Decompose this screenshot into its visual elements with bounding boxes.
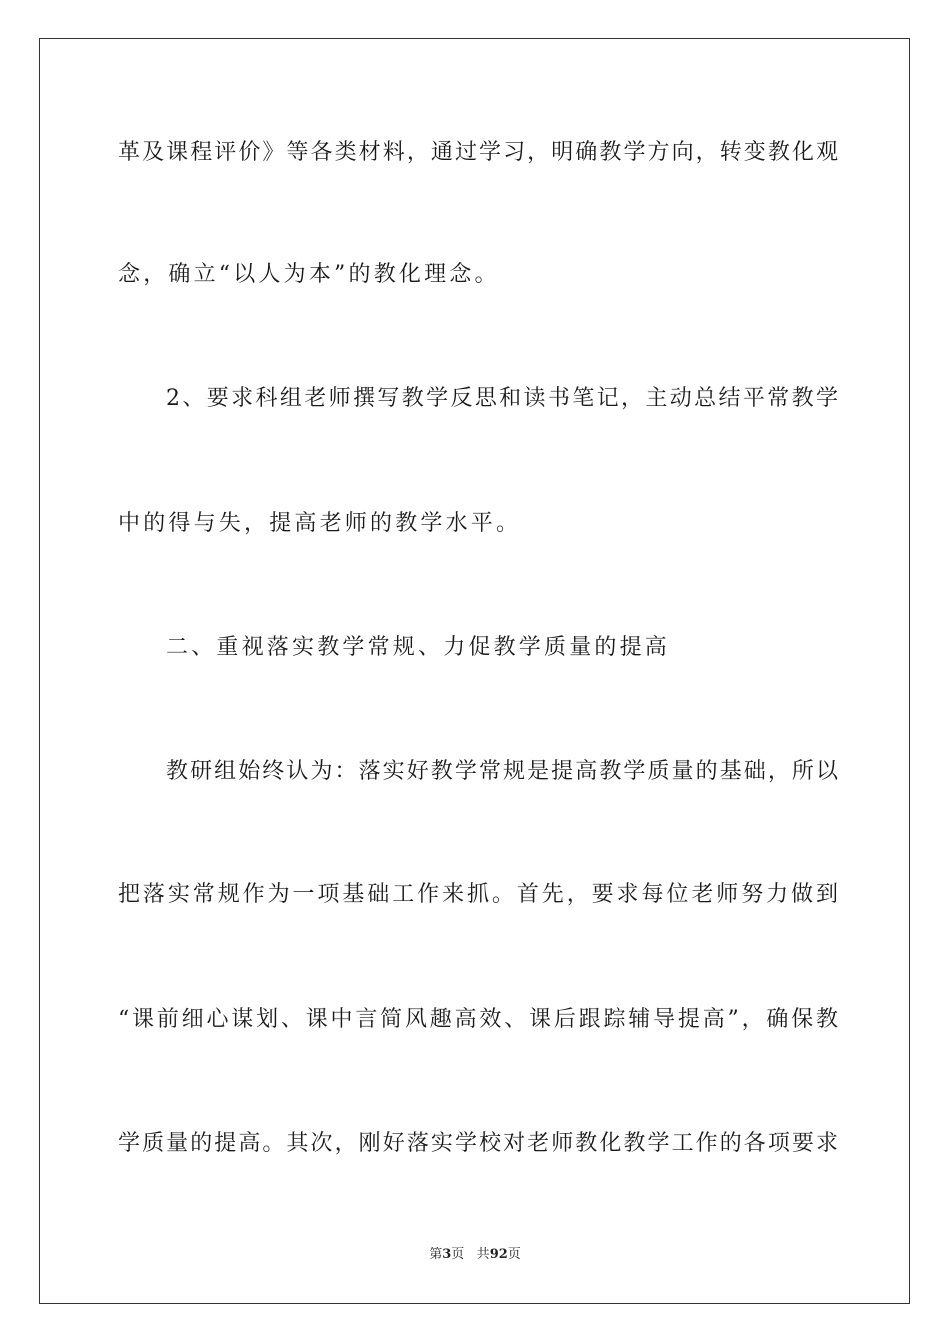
paragraph-line: 念，确立“以人为本”的教化理念。 bbox=[118, 262, 500, 287]
section-heading: 二、重视落实教学常规、力促教学质量的提高 bbox=[166, 635, 671, 660]
page-footer bbox=[0, 1246, 950, 1264]
footer-prefix: 第 bbox=[429, 1247, 443, 1262]
paragraph-line: “课前细心谋划、课中言简风趣高效、课后跟踪辅导提高”，确保教 bbox=[118, 1007, 838, 1032]
paragraph-line: 教研组始终认为：落实好教学常规是提高教学质量的基础，所以 bbox=[166, 759, 838, 784]
footer-total-suffix: 页 bbox=[507, 1247, 521, 1262]
paragraph-line: 革及课程评价》等各类材料，通过学习，明确教学方向，转变教化观 bbox=[118, 140, 838, 165]
footer-total-prefix: 共 bbox=[476, 1247, 490, 1262]
paragraph-line: 2、要求科组老师撰写教学反思和读书笔记，主动总结平常教学 bbox=[166, 386, 838, 411]
current-page-number: 3 bbox=[442, 1247, 452, 1262]
page-border bbox=[39, 38, 910, 1304]
paragraph-line: 中的得与失，提高老师的教学水平。 bbox=[118, 511, 522, 536]
paragraph-line: 把落实常规作为一项基础工作来抓。首先，要求每位老师努力做到 bbox=[118, 882, 838, 907]
footer-page-suffix: 页 bbox=[451, 1247, 465, 1262]
paragraph-line: 学质量的提高。其次，刚好落实学校对老师教化教学工作的各项要求 bbox=[118, 1131, 838, 1156]
total-page-count: 92 bbox=[489, 1247, 508, 1262]
